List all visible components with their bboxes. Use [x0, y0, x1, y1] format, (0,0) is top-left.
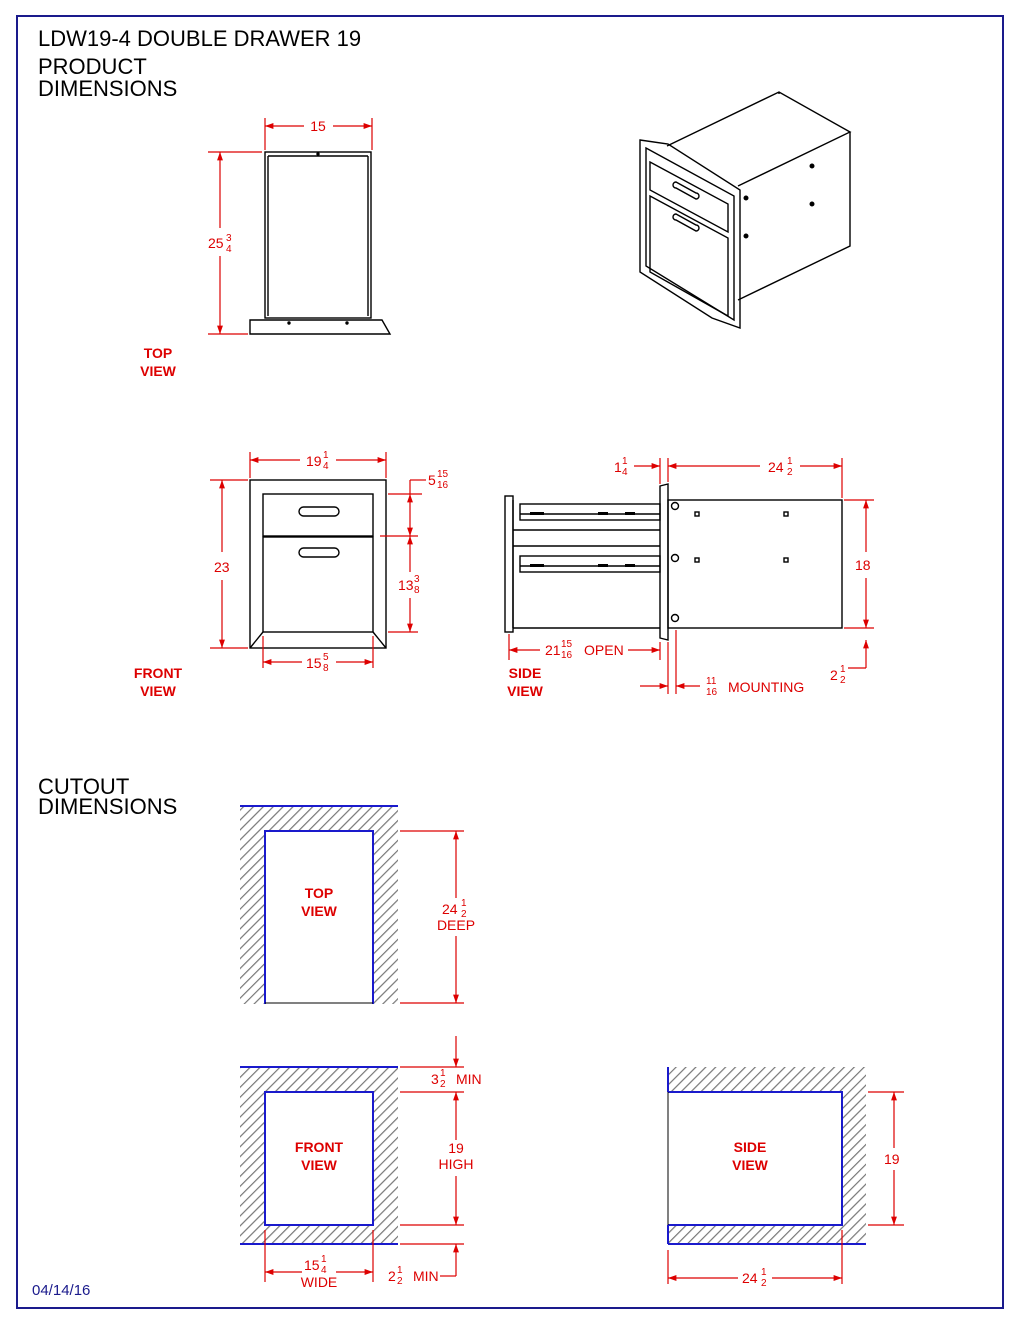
dim-mount-label: MOUNTING	[728, 679, 805, 695]
dim-cutout-bottom-min-num: 1	[397, 1265, 403, 1276]
dim-front-width-den: 4	[323, 461, 329, 472]
product-top-dimensions	[208, 118, 372, 334]
dim-top-depth-den: 4	[226, 244, 232, 255]
dim-bottom-drawer-num: 3	[414, 574, 420, 585]
dim-open-whole: 21	[545, 642, 561, 658]
dim-side-depth-num: 1	[787, 456, 793, 467]
dim-top-drawer-num: 15	[437, 469, 449, 480]
dim-front-width-whole: 19	[306, 453, 322, 469]
dim-open-num: 15	[561, 639, 573, 650]
label-side-view-2: VIEW	[507, 683, 543, 699]
product-top-view	[250, 152, 390, 334]
label-top-view-1: TOP	[143, 345, 173, 361]
label-front-view-2: VIEW	[140, 683, 176, 699]
dim-top-drawer-whole: 5	[428, 472, 436, 488]
cutout-title-line-1: CUTOUT	[38, 774, 130, 799]
dim-cutout-depth-whole: 24	[442, 901, 458, 917]
dim-top-depth-whole: 25	[208, 235, 224, 251]
label-cutout-top-view-2: VIEW	[301, 903, 337, 919]
title-line-1: LDW19-4 DOUBLE DRAWER 19	[38, 26, 362, 51]
cutout-side-dimensions	[668, 1092, 904, 1284]
dim-cutout-depth-num: 1	[461, 898, 467, 909]
dim-front-inner-width-whole: 15	[306, 655, 322, 671]
label-side-view-1: SIDE	[508, 665, 542, 681]
dim-top-depth-num: 3	[226, 233, 232, 244]
dim-cutout-top-min-label: MIN	[456, 1071, 482, 1087]
dim-front-width-num: 1	[323, 450, 329, 461]
label-cutout-side-view-2: VIEW	[732, 1157, 768, 1173]
label-cutout-front-view-1: FRONT	[294, 1139, 344, 1155]
dim-cutout-side-depth-whole: 24	[742, 1270, 758, 1286]
cutout-front-view	[240, 1067, 398, 1244]
label-cutout-top-view-1: TOP	[304, 885, 334, 901]
dim-flange-den: 4	[622, 467, 628, 478]
dim-cutout-side-height: 19	[884, 1151, 900, 1167]
dim-flange-num: 1	[622, 456, 628, 467]
revision-date: 04/14/16	[32, 1282, 91, 1299]
dim-cutout-depth-den: 2	[461, 909, 467, 920]
dim-side-bottom-den: 2	[840, 675, 846, 686]
dim-front-inner-width-num: 5	[323, 652, 329, 663]
dim-cutout-width-num: 1	[321, 1254, 327, 1265]
dim-cutout-top-min-whole: 3	[431, 1071, 439, 1087]
label-front-view-1: FRONT	[133, 665, 183, 681]
dim-top-width: 15	[310, 118, 326, 134]
dim-cutout-width-label: WIDE	[300, 1274, 338, 1290]
label-top-view-2: VIEW	[140, 363, 176, 379]
label-cutout-front-view-2: VIEW	[301, 1157, 337, 1173]
dim-side-height: 18	[855, 557, 871, 573]
label-cutout-side-view-1: SIDE	[733, 1139, 767, 1155]
dim-cutout-bottom-min-whole: 2	[388, 1268, 396, 1284]
dim-flange-whole: 1	[614, 459, 622, 475]
dim-open-den: 16	[561, 650, 573, 661]
dim-side-depth-whole: 24	[768, 459, 784, 475]
dim-cutout-width-den: 4	[321, 1265, 327, 1276]
dim-cutout-height-label: HIGH	[438, 1156, 474, 1172]
dim-cutout-height: 19	[448, 1140, 464, 1156]
dim-cutout-side-depth-den: 2	[761, 1278, 767, 1289]
dim-cutout-top-min-num: 1	[440, 1068, 446, 1079]
dim-front-height: 23	[214, 559, 230, 575]
dim-side-bottom-num: 1	[840, 664, 846, 675]
cutout-side-view	[668, 1067, 866, 1244]
isometric-view	[640, 92, 850, 328]
dim-side-bottom-whole: 2	[830, 667, 838, 683]
product-front-dimensions	[210, 452, 426, 668]
dim-mount-num: 11	[706, 676, 717, 687]
product-front-view	[250, 480, 386, 648]
dim-front-inner-width-den: 8	[323, 663, 329, 674]
dim-bottom-drawer-den: 8	[414, 585, 420, 596]
dim-cutout-width-whole: 15	[304, 1257, 320, 1273]
dim-cutout-side-depth-num: 1	[761, 1267, 767, 1278]
title-line-2: PRODUCT	[38, 54, 147, 79]
dim-cutout-bottom-min-den: 2	[397, 1276, 403, 1287]
dim-cutout-top-min-den: 2	[440, 1079, 446, 1090]
product-side-view	[505, 484, 842, 640]
dim-side-depth-den: 2	[787, 467, 793, 478]
dim-mount-den: 16	[706, 687, 718, 698]
dim-bottom-drawer-whole: 13	[398, 577, 414, 593]
dim-cutout-bottom-min-label: MIN	[413, 1268, 439, 1284]
dim-cutout-depth-label: DEEP	[436, 917, 476, 933]
dim-top-drawer-den: 16	[437, 480, 449, 491]
cutout-title-line-2: DIMENSIONS	[38, 794, 178, 819]
title-line-3: DIMENSIONS	[38, 76, 178, 101]
dim-open-label: OPEN	[584, 642, 624, 658]
